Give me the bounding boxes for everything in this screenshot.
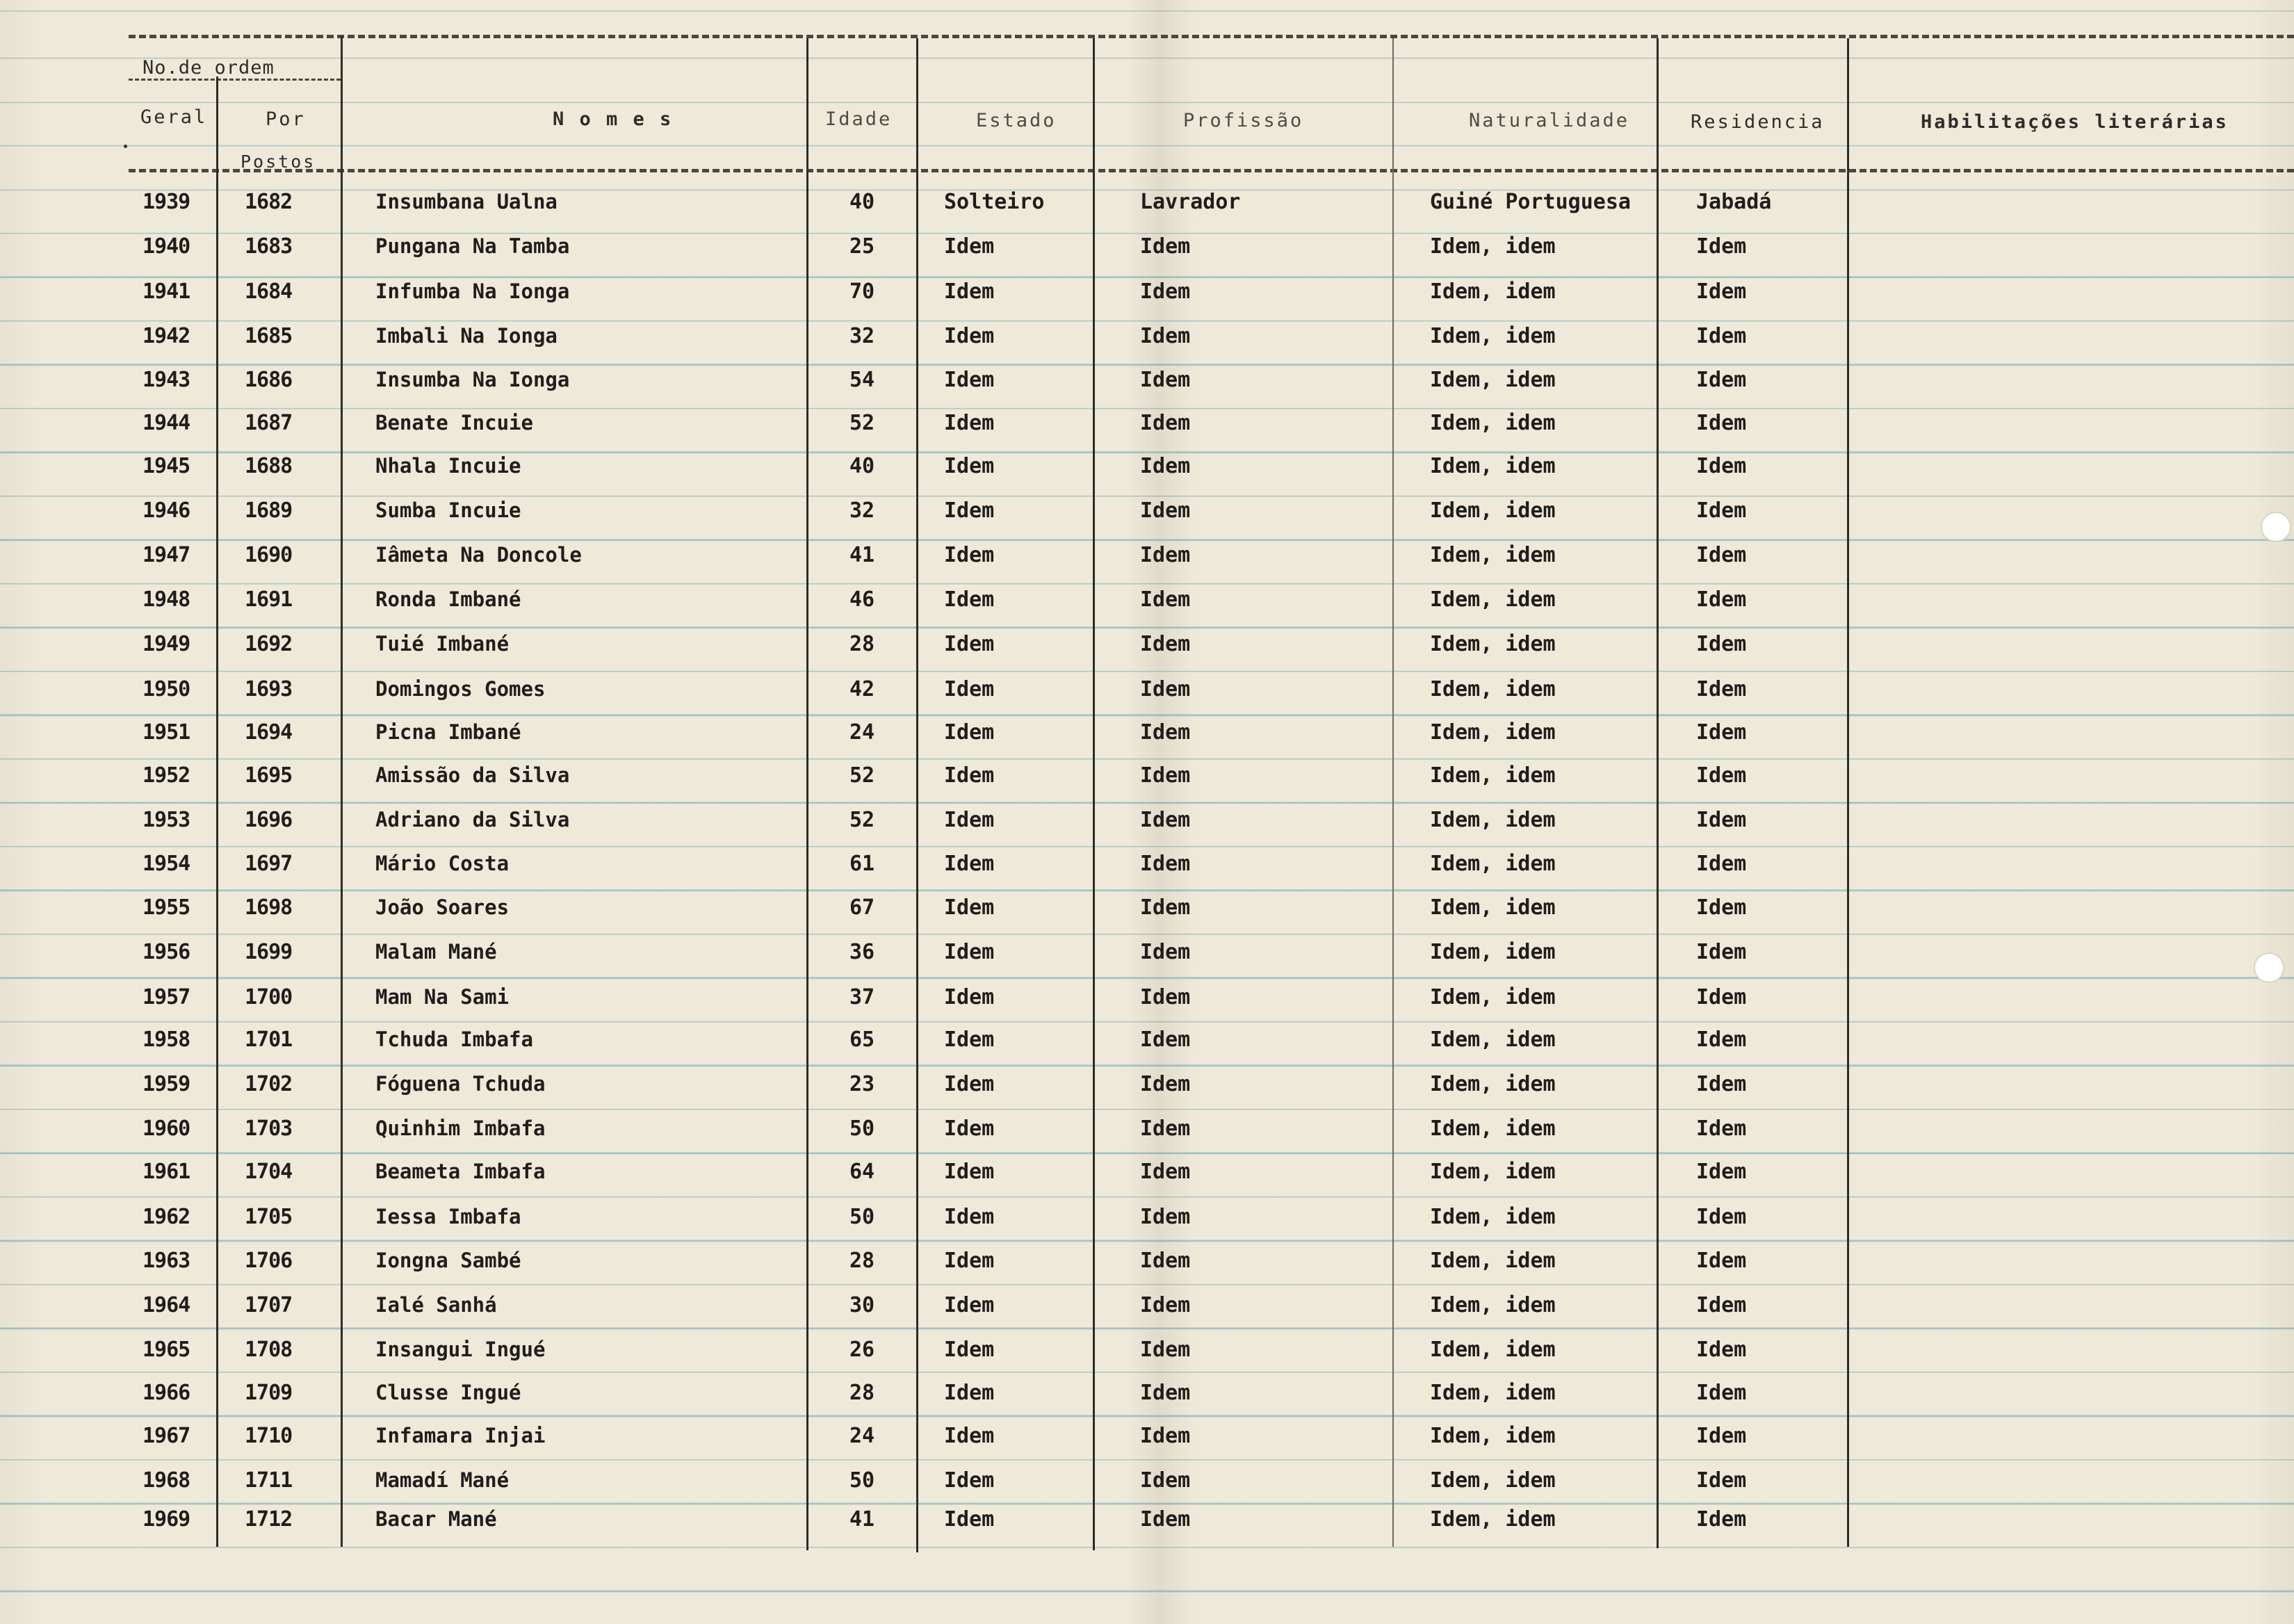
age-cell: 50: [849, 1116, 875, 1141]
posto-cell: 1692: [245, 632, 293, 656]
geral-cell: 1966: [143, 1381, 190, 1405]
birthplace-cell: Idem, idem: [1430, 543, 1556, 567]
naturalidade-header: Naturalidade: [1469, 110, 1630, 131]
posto-cell: 1693: [245, 677, 293, 701]
geral-cell: 1965: [143, 1338, 190, 1362]
table-row: [0, 895, 2294, 939]
age-cell: 28: [849, 1249, 875, 1273]
marital-status-cell: Idem: [944, 1507, 995, 1532]
posto-cell: 1703: [245, 1116, 293, 1141]
marital-status-cell: Idem: [944, 852, 995, 876]
name-cell: Adriano da Silva: [375, 808, 570, 831]
age-cell: 46: [849, 587, 875, 612]
marital-status-cell: Idem: [944, 1381, 995, 1405]
profession-cell: Idem: [1140, 1381, 1191, 1405]
marital-status-cell: Idem: [944, 234, 995, 259]
order-number-header: No.de ordem: [143, 57, 275, 79]
posto-cell: 1684: [245, 279, 293, 304]
residence-cell: Idem: [1696, 368, 1747, 392]
profession-cell: Idem: [1140, 985, 1191, 1009]
residence-cell: Idem: [1696, 1338, 1747, 1362]
marital-status-cell: Idem: [944, 1293, 995, 1317]
marital-status-cell: Solteiro: [944, 190, 1045, 214]
marital-status-cell: Idem: [944, 587, 995, 612]
profession-cell: Idem: [1140, 454, 1191, 478]
marital-status-cell: Idem: [944, 1072, 995, 1096]
age-cell: 28: [849, 632, 875, 656]
posto-cell: 1697: [245, 852, 293, 876]
name-cell: Fóguena Tchuda: [375, 1072, 546, 1096]
geral-cell: 1944: [143, 411, 190, 435]
table-row: [0, 234, 2294, 277]
age-cell: 52: [849, 763, 875, 788]
birthplace-cell: Idem, idem: [1430, 1072, 1556, 1096]
table-row: [0, 632, 2294, 675]
residence-cell: Idem: [1696, 763, 1747, 788]
posto-cell: 1707: [245, 1293, 293, 1317]
name-cell: Quinhim Imbafa: [375, 1116, 546, 1140]
age-cell: 37: [849, 985, 875, 1009]
marital-status-cell: Idem: [944, 1338, 995, 1362]
profession-cell: Idem: [1140, 1338, 1191, 1362]
name-cell: Insangui Ingué: [375, 1338, 546, 1361]
birthplace-cell: Idem, idem: [1430, 324, 1556, 348]
profession-cell: Idem: [1140, 720, 1191, 745]
name-cell: Imbali Na Ionga: [375, 324, 558, 348]
posto-cell: 1711: [245, 1468, 293, 1493]
profession-cell: Idem: [1140, 1116, 1191, 1141]
name-cell: Iessa Imbafa: [375, 1205, 521, 1228]
header-bottom-rule: [129, 169, 2294, 172]
age-cell: 52: [849, 808, 875, 832]
birthplace-cell: Idem, idem: [1430, 1205, 1556, 1229]
residence-cell: Idem: [1696, 720, 1747, 745]
profession-cell: Idem: [1140, 763, 1191, 788]
name-cell: Tchuda Imbafa: [375, 1028, 533, 1051]
geral-cell: 1953: [143, 808, 190, 832]
birthplace-cell: Idem, idem: [1430, 1293, 1556, 1317]
posto-cell: 1709: [245, 1381, 293, 1405]
posto-cell: 1705: [245, 1205, 293, 1229]
posto-cell: 1687: [245, 411, 293, 435]
residence-cell: Idem: [1696, 808, 1747, 832]
table-row: [0, 1205, 2294, 1248]
name-cell: Clusse Ingué: [375, 1381, 521, 1404]
table-row: [0, 763, 2294, 806]
table-row: [0, 1338, 2294, 1381]
profession-cell: Idem: [1140, 411, 1191, 435]
age-cell: 64: [849, 1160, 875, 1184]
profession-cell: Idem: [1140, 543, 1191, 567]
geral-cell: 1969: [143, 1507, 190, 1532]
profession-cell: Idem: [1140, 324, 1191, 348]
name-cell: Insumba Na Ionga: [375, 368, 570, 391]
profession-cell: Idem: [1140, 1293, 1191, 1317]
idade-header: Idade: [825, 108, 893, 130]
residence-cell: Idem: [1696, 940, 1747, 964]
table-row: [0, 677, 2294, 720]
table-row: [0, 985, 2294, 1028]
age-cell: 30: [849, 1293, 875, 1317]
posto-cell: 1701: [245, 1028, 293, 1052]
marital-status-cell: Idem: [944, 1468, 995, 1493]
residence-cell: Idem: [1696, 1249, 1747, 1273]
birthplace-cell: Idem, idem: [1430, 985, 1556, 1009]
posto-cell: 1691: [245, 587, 293, 612]
birthplace-cell: Idem, idem: [1430, 763, 1556, 788]
residence-cell: Idem: [1696, 279, 1747, 304]
table-row: [0, 940, 2294, 983]
residence-cell: Idem: [1696, 852, 1747, 876]
name-cell: Amissão da Silva: [375, 763, 570, 787]
posto-cell: 1689: [245, 498, 293, 523]
profession-cell: Idem: [1140, 368, 1191, 392]
age-cell: 50: [849, 1468, 875, 1493]
name-cell: Tuié Imbané: [375, 632, 510, 656]
age-cell: 32: [849, 324, 875, 348]
birthplace-cell: Idem, idem: [1430, 940, 1556, 964]
residence-cell: Idem: [1696, 543, 1747, 567]
age-cell: 41: [849, 1507, 875, 1532]
geral-cell: 1950: [143, 677, 190, 701]
marital-status-cell: Idem: [944, 895, 995, 920]
geral-cell: 1945: [143, 454, 190, 478]
marital-status-cell: Idem: [944, 677, 995, 701]
profession-cell: Idem: [1140, 1028, 1191, 1052]
age-cell: 28: [849, 1381, 875, 1405]
table-row: [0, 1072, 2294, 1115]
marital-status-cell: Idem: [944, 1116, 995, 1141]
name-cell: Infamara Injai: [375, 1424, 546, 1447]
posto-cell: 1688: [245, 454, 293, 478]
residence-cell: Idem: [1696, 1072, 1747, 1096]
table-row: [0, 852, 2294, 895]
name-cell: Mário Costa: [375, 852, 510, 875]
profession-cell: Idem: [1140, 1072, 1191, 1096]
table-row: [0, 368, 2294, 411]
name-cell: Infumba Na Ionga: [375, 279, 570, 303]
geral-cell: 1958: [143, 1028, 190, 1052]
name-cell: Pungana Na Tamba: [375, 234, 570, 258]
posto-cell: 1696: [245, 808, 293, 832]
name-cell: Mamadí Mané: [375, 1468, 510, 1492]
table-row: [0, 587, 2294, 631]
geral-cell: 1946: [143, 498, 190, 523]
age-cell: 36: [849, 940, 875, 964]
geral-cell: 1951: [143, 720, 190, 745]
header-top-rule: [129, 35, 2294, 38]
profession-cell: Idem: [1140, 1424, 1191, 1448]
geral-header: Geral: [140, 106, 208, 128]
geral-cell: 1960: [143, 1116, 190, 1141]
posto-cell: 1686: [245, 368, 293, 392]
residence-cell: Idem: [1696, 1507, 1747, 1532]
geral-cell: 1942: [143, 324, 190, 348]
geral-cell: 1954: [143, 852, 190, 876]
name-cell: Ialé Sanhá: [375, 1293, 497, 1317]
posto-cell: 1682: [245, 190, 293, 214]
geral-cell: 1939: [143, 190, 190, 214]
residence-cell: Idem: [1696, 1293, 1747, 1317]
geral-cell: 1963: [143, 1249, 190, 1273]
table-row: [0, 1381, 2294, 1424]
geral-cell: 1949: [143, 632, 190, 656]
table-row: [0, 279, 2294, 323]
geral-cell: 1947: [143, 543, 190, 567]
marital-status-cell: Idem: [944, 720, 995, 745]
name-cell: Ronda Imbané: [375, 587, 521, 611]
residence-cell: Idem: [1696, 1116, 1747, 1141]
marital-status-cell: Idem: [944, 498, 995, 523]
marital-status-cell: Idem: [944, 808, 995, 832]
age-cell: 25: [849, 234, 875, 259]
profession-cell: Idem: [1140, 895, 1191, 920]
birthplace-cell: Idem, idem: [1430, 1424, 1556, 1448]
birthplace-cell: Idem, idem: [1430, 454, 1556, 478]
geral-cell: 1955: [143, 895, 190, 920]
marital-status-cell: Idem: [944, 632, 995, 656]
posto-cell: 1690: [245, 543, 293, 567]
order-subheader-rule: [129, 79, 341, 81]
birthplace-cell: Idem, idem: [1430, 498, 1556, 523]
age-cell: 24: [849, 1424, 875, 1448]
profession-cell: Lavrador: [1140, 190, 1241, 214]
posto-cell: 1700: [245, 985, 293, 1009]
geral-cell: 1964: [143, 1293, 190, 1317]
birthplace-cell: Idem, idem: [1430, 234, 1556, 259]
geral-cell: 1956: [143, 940, 190, 964]
age-cell: 52: [849, 411, 875, 435]
table-row: [0, 1249, 2294, 1292]
marital-status-cell: Idem: [944, 368, 995, 392]
geral-cell: 1941: [143, 279, 190, 304]
table-row: [0, 1293, 2294, 1336]
birthplace-cell: Guiné Portuguesa: [1430, 190, 1631, 214]
posto-cell: 1708: [245, 1338, 293, 1362]
birthplace-cell: Idem, idem: [1430, 852, 1556, 876]
table-row: [0, 498, 2294, 542]
geral-cell: 1967: [143, 1424, 190, 1448]
residence-cell: Idem: [1696, 1205, 1747, 1229]
residence-cell: Idem: [1696, 1381, 1747, 1405]
birthplace-cell: Idem, idem: [1430, 1249, 1556, 1273]
profession-cell: Idem: [1140, 498, 1191, 523]
marital-status-cell: Idem: [944, 985, 995, 1009]
geral-cell: 1968: [143, 1468, 190, 1493]
table-row: [0, 720, 2294, 763]
birthplace-cell: Idem, idem: [1430, 1028, 1556, 1052]
geral-cell: 1962: [143, 1205, 190, 1229]
birthplace-cell: Idem, idem: [1430, 1381, 1556, 1405]
age-cell: 32: [849, 498, 875, 523]
geral-cell: 1940: [143, 234, 190, 259]
profession-cell: Idem: [1140, 1507, 1191, 1532]
name-cell: João Soares: [375, 895, 510, 919]
residence-cell: Idem: [1696, 1160, 1747, 1184]
name-cell: Beameta Imbafa: [375, 1160, 546, 1183]
profession-cell: Idem: [1140, 587, 1191, 612]
posto-cell: 1698: [245, 895, 293, 920]
profession-cell: Idem: [1140, 279, 1191, 304]
profession-cell: Idem: [1140, 1160, 1191, 1184]
name-cell: Insumbana Ualna: [375, 190, 558, 213]
birthplace-cell: Idem, idem: [1430, 368, 1556, 392]
birthplace-cell: Idem, idem: [1430, 632, 1556, 656]
name-cell: Bacar Mané: [375, 1507, 497, 1531]
birthplace-cell: Idem, idem: [1430, 411, 1556, 435]
posto-cell: 1706: [245, 1249, 293, 1273]
residencia-header: Residencia: [1691, 111, 1825, 133]
birthplace-cell: Idem, idem: [1430, 677, 1556, 701]
table-row: [0, 543, 2294, 586]
table-row: [0, 190, 2294, 233]
marital-status-cell: Idem: [944, 1424, 995, 1448]
residence-cell: Idem: [1696, 1468, 1747, 1493]
residence-cell: Idem: [1696, 985, 1747, 1009]
birthplace-cell: Idem, idem: [1430, 1468, 1556, 1493]
marital-status-cell: Idem: [944, 1205, 995, 1229]
posto-cell: 1683: [245, 234, 293, 259]
geral-cell: 1959: [143, 1072, 190, 1096]
table-row: [0, 808, 2294, 851]
age-cell: 40: [849, 454, 875, 478]
residence-cell: Idem: [1696, 234, 1747, 259]
age-cell: 54: [849, 368, 875, 392]
birthplace-cell: Idem, idem: [1430, 720, 1556, 745]
profession-cell: Idem: [1140, 808, 1191, 832]
birthplace-cell: Idem, idem: [1430, 808, 1556, 832]
profissao-header: Profissão: [1183, 110, 1304, 131]
birthplace-cell: Idem, idem: [1430, 587, 1556, 612]
profession-cell: Idem: [1140, 940, 1191, 964]
profession-cell: Idem: [1140, 852, 1191, 876]
age-cell: 40: [849, 190, 875, 214]
geral-cell: 1961: [143, 1160, 190, 1184]
posto-cell: 1702: [245, 1072, 293, 1096]
name-cell: Domingos Gomes: [375, 677, 546, 701]
residence-cell: Idem: [1696, 587, 1747, 612]
name-cell: Sumba Incuie: [375, 498, 521, 522]
residence-cell: Idem: [1696, 895, 1747, 920]
profession-cell: Idem: [1140, 1249, 1191, 1273]
table-row: [0, 454, 2294, 497]
posto-cell: 1695: [245, 763, 293, 788]
name-cell: Iâmeta Na Doncole: [375, 543, 582, 567]
marital-status-cell: Idem: [944, 543, 995, 567]
table-row: [0, 1507, 2294, 1550]
name-cell: Benate Incuie: [375, 411, 533, 435]
age-cell: 42: [849, 677, 875, 701]
posto-cell: 1694: [245, 720, 293, 745]
residence-cell: Jabadá: [1696, 190, 1772, 214]
geral-cell: 1948: [143, 587, 190, 612]
marital-status-cell: Idem: [944, 279, 995, 304]
birthplace-cell: Idem, idem: [1430, 1338, 1556, 1362]
birthplace-cell: Idem, idem: [1430, 1160, 1556, 1184]
age-cell: 23: [849, 1072, 875, 1096]
table-row: [0, 324, 2294, 367]
por-header: Por: [266, 108, 306, 130]
profession-cell: Idem: [1140, 1468, 1191, 1493]
ink-dot: [124, 145, 127, 148]
postos-header: Postos: [241, 152, 316, 172]
birthplace-cell: Idem, idem: [1430, 895, 1556, 920]
name-cell: Nhala Incuie: [375, 454, 521, 478]
table-row: [0, 1424, 2294, 1467]
marital-status-cell: Idem: [944, 411, 995, 435]
residence-cell: Idem: [1696, 1028, 1747, 1052]
residence-cell: Idem: [1696, 632, 1747, 656]
residence-cell: Idem: [1696, 324, 1747, 348]
nomes-header: N o m e s: [553, 108, 674, 130]
name-cell: Iongna Sambé: [375, 1249, 521, 1272]
marital-status-cell: Idem: [944, 1160, 995, 1184]
birthplace-cell: Idem, idem: [1430, 1116, 1556, 1141]
habilitacoes-header: Habilitações literárias: [1921, 111, 2229, 133]
marital-status-cell: Idem: [944, 1249, 995, 1273]
age-cell: 61: [849, 852, 875, 876]
name-cell: Malam Mané: [375, 940, 497, 964]
profession-cell: Idem: [1140, 1205, 1191, 1229]
marital-status-cell: Idem: [944, 324, 995, 348]
name-cell: Picna Imbané: [375, 720, 521, 744]
marital-status-cell: Idem: [944, 454, 995, 478]
geral-cell: 1943: [143, 368, 190, 392]
residence-cell: Idem: [1696, 498, 1747, 523]
marital-status-cell: Idem: [944, 763, 995, 788]
age-cell: 67: [849, 895, 875, 920]
marital-status-cell: Idem: [944, 1028, 995, 1052]
age-cell: 24: [849, 720, 875, 745]
estado-header: Estado: [976, 110, 1057, 131]
table-row: [0, 411, 2294, 454]
residence-cell: Idem: [1696, 677, 1747, 701]
table-row: [0, 1116, 2294, 1160]
posto-cell: 1699: [245, 940, 293, 964]
geral-cell: 1952: [143, 763, 190, 788]
age-cell: 65: [849, 1028, 875, 1052]
profession-cell: Idem: [1140, 234, 1191, 259]
age-cell: 50: [849, 1205, 875, 1229]
age-cell: 70: [849, 279, 875, 304]
birthplace-cell: Idem, idem: [1430, 1507, 1556, 1532]
profession-cell: Idem: [1140, 632, 1191, 656]
posto-cell: 1685: [245, 324, 293, 348]
residence-cell: Idem: [1696, 411, 1747, 435]
age-cell: 26: [849, 1338, 875, 1362]
table-row: [0, 1028, 2294, 1071]
table-row: [0, 1468, 2294, 1511]
residence-cell: Idem: [1696, 454, 1747, 478]
marital-status-cell: Idem: [944, 940, 995, 964]
birthplace-cell: Idem, idem: [1430, 279, 1556, 304]
posto-cell: 1710: [245, 1424, 293, 1448]
geral-cell: 1957: [143, 985, 190, 1009]
posto-cell: 1712: [245, 1507, 293, 1532]
age-cell: 41: [849, 543, 875, 567]
table-row: [0, 1160, 2294, 1203]
profession-cell: Idem: [1140, 677, 1191, 701]
residence-cell: Idem: [1696, 1424, 1747, 1448]
posto-cell: 1704: [245, 1160, 293, 1184]
name-cell: Mam Na Sami: [375, 985, 510, 1009]
